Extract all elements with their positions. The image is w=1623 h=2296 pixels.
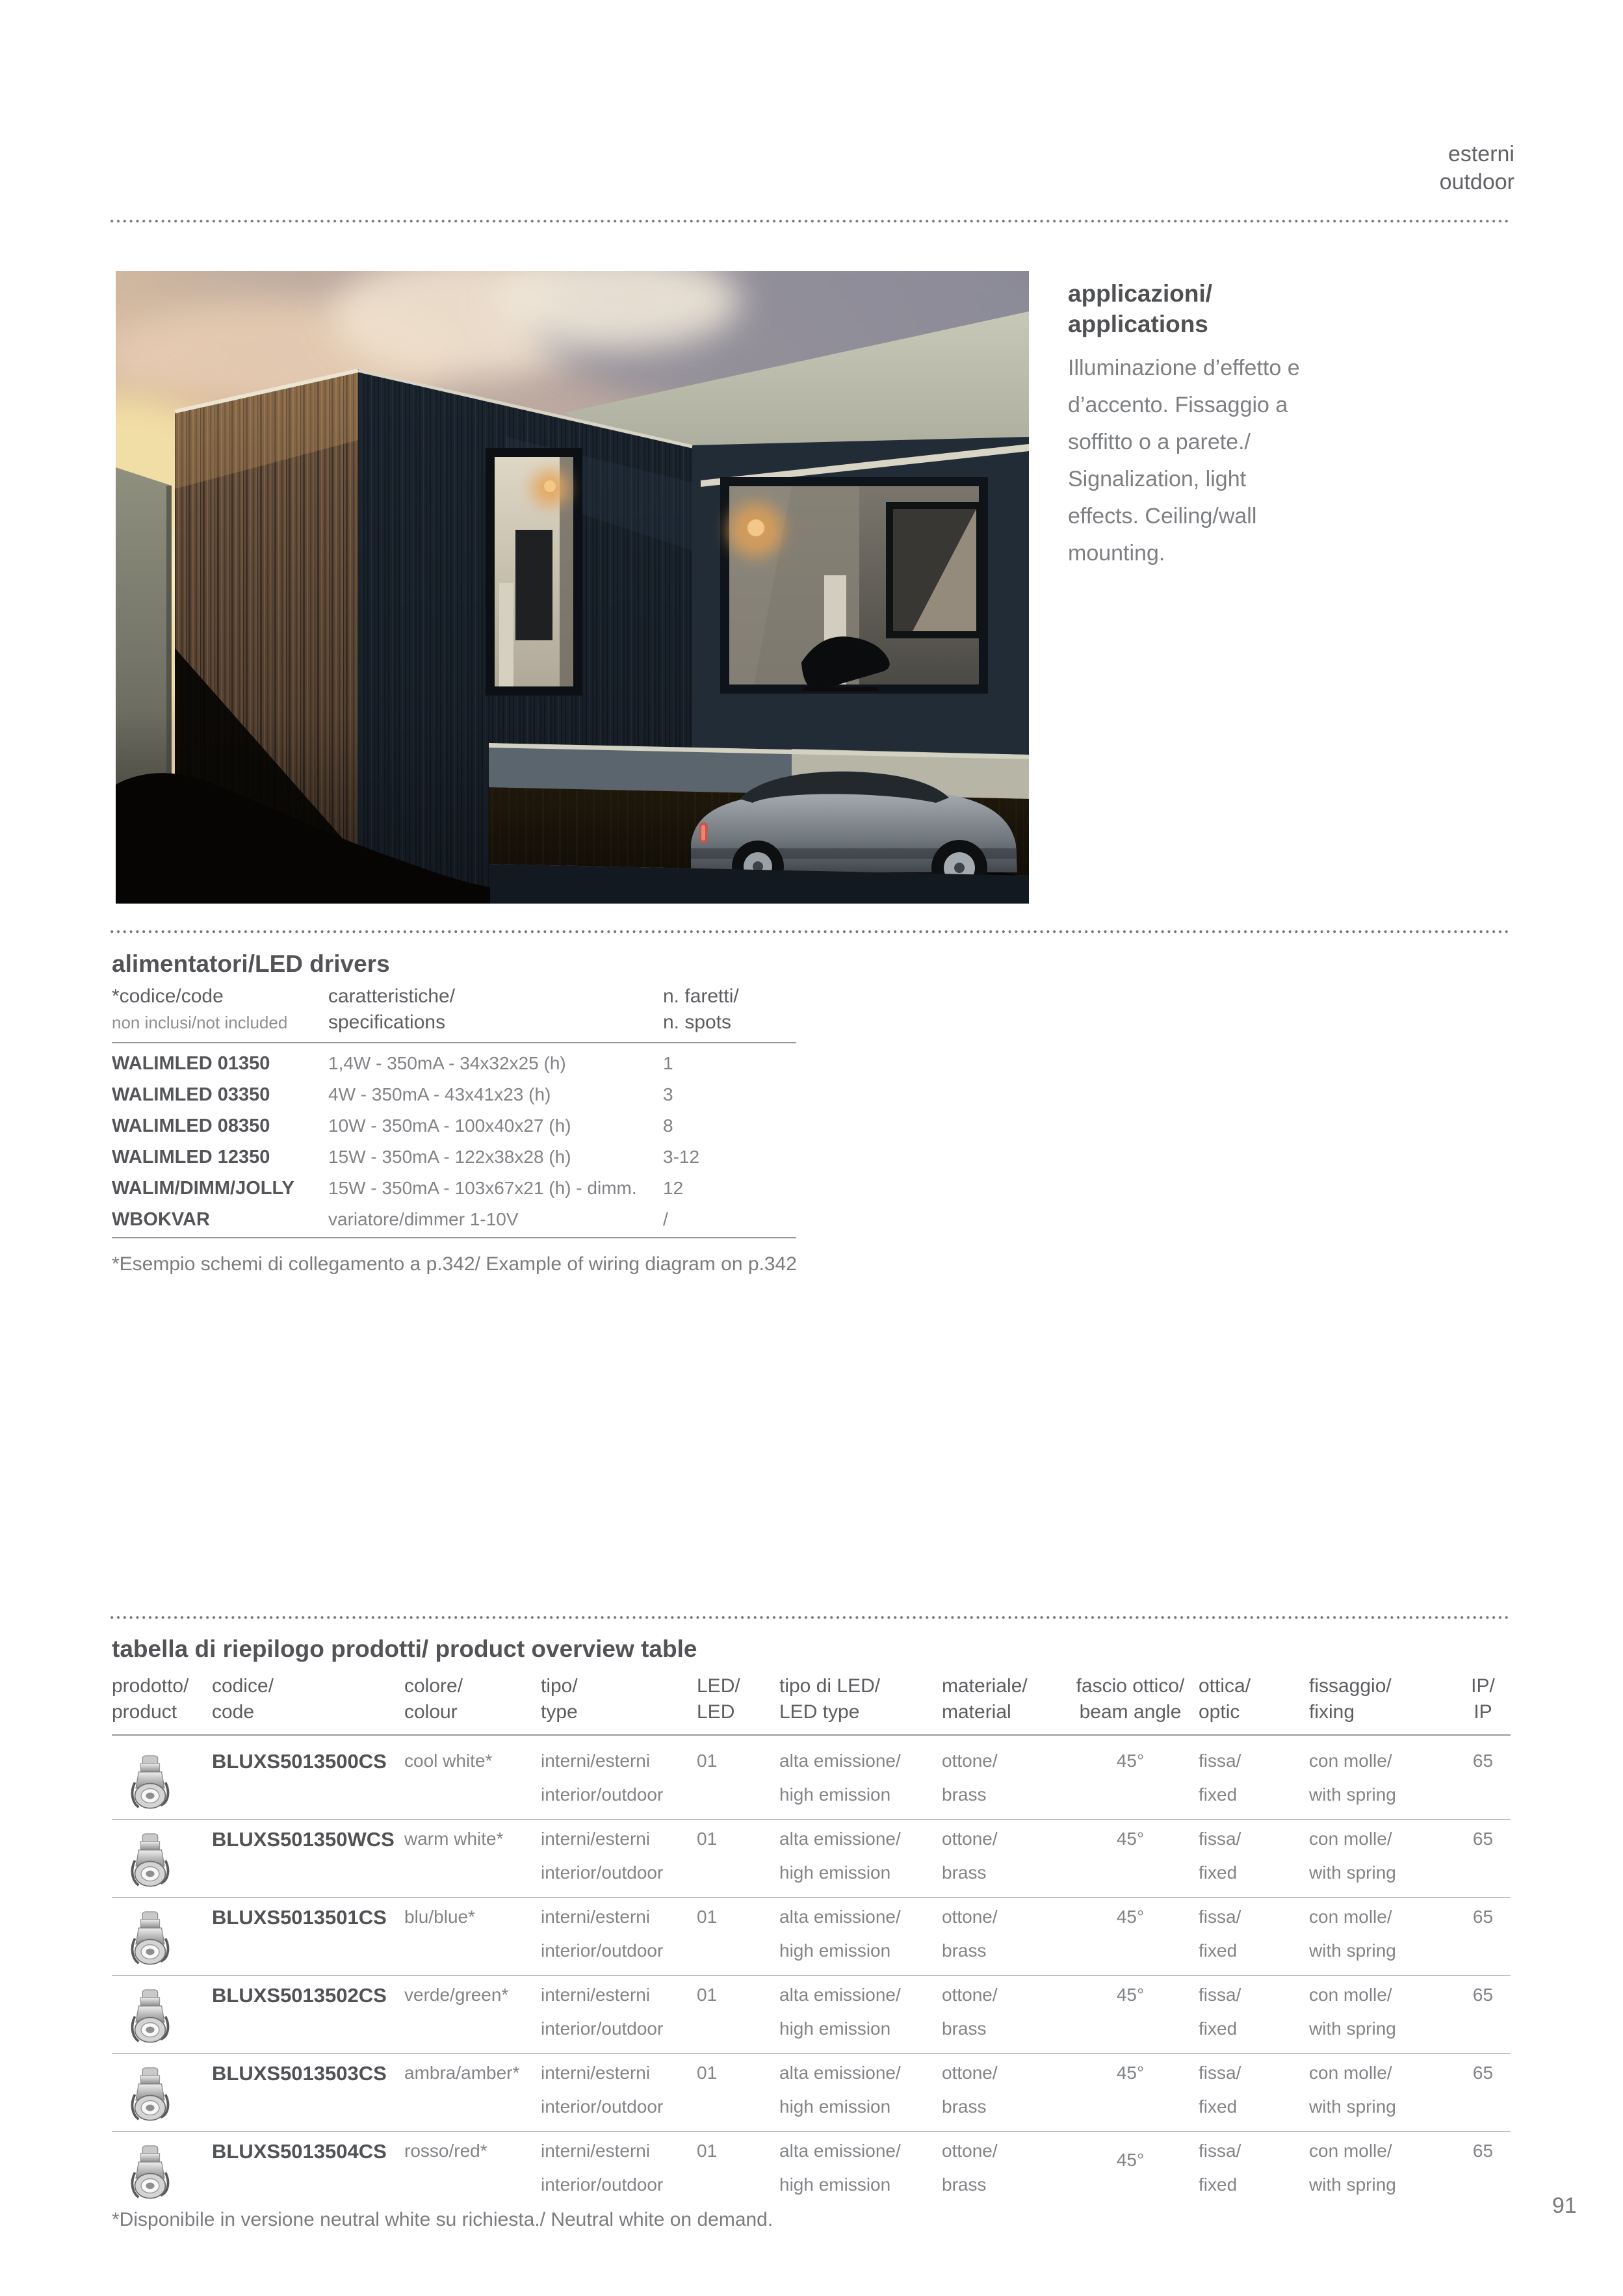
table-row: BLUXS5013501CS blu/blue* interni/esterni interior/outdoor 01 alta emissione/ high emission ottone/ brass 45° fissa/ fixed con molle/ with spring 65 [112, 1898, 1511, 1975]
page-number: 91 [1552, 2193, 1577, 2218]
spotlight-icon [129, 1754, 172, 1811]
table-row: BLUXS5013500CS cool white* interni/esterni interior/outdoor 01 alta emissione/ high emission ottone/ brass 45° fissa/ fixed con molle/ with spring 65 [112, 1742, 1511, 1819]
overview-col-ip: IP/ IP [1471, 1675, 1495, 1723]
table-row: BLUXS5013503CS ambra/amber* interni/esterni interior/outdoor 01 alta emissione/ high emission ottone/ brass 45° fissa/ fixed con molle/ with spring 65 [112, 2054, 1511, 2131]
product-ip: 65 [1472, 1985, 1494, 2005]
product-beam-angle: 45° [1116, 1907, 1145, 1927]
overview-title: tabella di riepilogo prodotti/ product overview table [112, 1636, 697, 1662]
overview-col-optic: ottica/ optic [1199, 1675, 1251, 1723]
overview-col-led: LED/ LED [697, 1675, 740, 1723]
small-window [486, 448, 582, 696]
drivers-col-spots: n. faretti/ n. spots [663, 985, 739, 1033]
product-thumbnail [112, 1898, 212, 1975]
table-row: BLUXS501350WCS warm white* interni/esterni interior/outdoor 01 alta emissione/ high emission ottone/ brass 45° fissa/ fixed con molle/ with spring 65 [112, 1820, 1511, 1897]
dotted-divider-bottom [110, 1616, 1509, 1619]
overview-col-fixing: fissaggio/ fixing [1309, 1675, 1392, 1723]
overview-col-code: codice/ code [212, 1675, 274, 1723]
overview-col-beam: fascio ottico/ beam angle [1076, 1675, 1185, 1723]
table-row: BLUXS5013504CS rosso/red* interni/esterni interior/outdoor 01 alta emissione/ high emission ottone/ brass 45° fissa/ fixed con molle/ with spring 65 [112, 2132, 1511, 2209]
product-code: BLUXS501350WCS [212, 1828, 395, 1851]
drivers-col-code: *codice/code non inclusi/not included [112, 985, 288, 1032]
table-row [112, 1141, 796, 1173]
product-ip: 65 [1472, 1751, 1494, 1771]
table-row [112, 1204, 796, 1235]
drivers-col-spec: caratteristiche/ specifications [328, 985, 456, 1033]
dotted-divider-top [110, 220, 1509, 223]
driver-spots: 1 [663, 1053, 673, 1073]
driver-code: WALIMLED 01350 [112, 1052, 270, 1074]
table-row [112, 1048, 796, 1079]
driver-spec: 15W - 350mA - 122x38x28 (h) [328, 1147, 571, 1167]
product-colour: warm white* [404, 1829, 504, 1849]
driver-code: WALIM/DIMM/JOLLY [112, 1177, 294, 1199]
overview-table-header [112, 1673, 1511, 1725]
driver-spots: 8 [663, 1115, 673, 1136]
section-label-en: outdoor [1439, 170, 1514, 194]
applications-body-line: Illuminazione d’effetto e [1068, 356, 1300, 380]
product-ip: 65 [1472, 1907, 1494, 1927]
overview-header-rule [112, 1734, 1511, 1736]
product-beam-angle: 45° [1116, 2150, 1145, 2170]
product-colour: verde/green* [404, 1985, 509, 2005]
overview-table-body [112, 1742, 1511, 2209]
section-label-it: esterni [1448, 142, 1514, 166]
spotlight-icon [129, 2066, 172, 2123]
product-ip: 65 [1472, 2063, 1494, 2083]
drivers-title: alimentatori/LED drivers [112, 950, 390, 977]
product-led: 01 [697, 2063, 718, 2083]
table-row [112, 1110, 796, 1141]
overview-col-product: prodotto/ product [112, 1675, 189, 1723]
product-beam-angle: 45° [1116, 1829, 1145, 1849]
driver-code: WALIMLED 12350 [112, 1146, 270, 1168]
product-beam-angle: 45° [1116, 2063, 1145, 2083]
applications-body-line: soffitto o a parete./ [1068, 430, 1251, 454]
driver-code: WALIMLED 03350 [112, 1084, 270, 1105]
driver-spec: 10W - 350mA - 100x40x27 (h) [328, 1115, 571, 1136]
section-label [1440, 140, 1514, 196]
overview-col-ledtype: tipo di LED/ LED type [779, 1675, 881, 1723]
product-code: BLUXS5013501CS [212, 1906, 387, 1929]
product-thumbnail [112, 2132, 212, 2209]
spotlight-icon [129, 1988, 172, 2045]
product-colour: cool white* [404, 1751, 493, 1771]
product-led: 01 [697, 1829, 718, 1849]
driver-spots: 3 [663, 1084, 673, 1104]
large-window [692, 437, 1029, 772]
driver-spec: 4W - 350mA - 43x41x23 (h) [328, 1084, 551, 1104]
driver-code: WALIMLED 08350 [112, 1115, 270, 1136]
product-led: 01 [697, 1751, 718, 1771]
product-code: BLUXS5013500CS [212, 1750, 387, 1773]
product-beam-angle: 45° [1116, 1751, 1145, 1771]
applications-title-it: applicazioni/ [1068, 280, 1213, 307]
driver-code: WBOKVAR [112, 1208, 210, 1230]
driver-spots: 12 [663, 1178, 684, 1198]
table-row [112, 1079, 796, 1110]
table-row: BLUXS5013502CS verde/green* interni/esterni interior/outdoor 01 alta emissione/ high emission ottone/ brass 45° fissa/ fixed con molle/ with spring 65 [112, 1976, 1511, 2053]
driver-spec: 1,4W - 350mA - 34x32x25 (h) [328, 1053, 566, 1073]
applications-body-line: effects. Ceiling/wall [1068, 504, 1257, 528]
driver-spots: 3-12 [663, 1147, 700, 1167]
driver-spec: 15W - 350mA - 103x67x21 (h) - dimm. [328, 1178, 637, 1198]
product-thumbnail [112, 2054, 212, 2131]
spotlight-icon [129, 1910, 172, 1967]
dotted-divider-middle [110, 930, 1509, 933]
product-thumbnail [112, 1742, 212, 1819]
driver-spec: variatore/dimmer 1-10V [328, 1209, 519, 1229]
overview-col-material: materiale/ material [942, 1675, 1028, 1723]
drivers-footnote: *Esempio schemi di collegamento a p.342/ Example of wiring diagram on p.342 [112, 1253, 797, 1275]
spotlight-icon [129, 2144, 172, 2201]
product-code: BLUXS5013504CS [212, 2140, 387, 2163]
product-colour: blu/blue* [404, 1907, 475, 1927]
drivers-bottom-rule [112, 1237, 796, 1238]
drivers-header-rule [112, 1042, 796, 1043]
driver-spots: / [663, 1209, 668, 1229]
house-render-photo [116, 271, 1029, 904]
product-led: 01 [697, 1907, 718, 1927]
product-colour: ambra/amber* [404, 2063, 520, 2083]
overview-footnote: *Disponibile in versione neutral white su richiesta./ Neutral white on demand. [112, 2209, 773, 2230]
product-colour: rosso/red* [404, 2141, 487, 2161]
applications-body-line: Signalization, light [1068, 467, 1247, 491]
applications-section [1068, 278, 1523, 572]
product-thumbnail [112, 1976, 212, 2053]
spotlight-icon [129, 1832, 172, 1889]
applications-body-line: d’accento. Fissaggio a [1068, 393, 1288, 417]
overview-col-type: tipo/ type [541, 1675, 578, 1723]
product-led: 01 [697, 1985, 718, 2005]
applications-title-en: applications [1068, 311, 1208, 337]
overview-col-colour: colore/ colour [404, 1675, 463, 1723]
table-row [112, 1173, 796, 1204]
applications-body-line: mounting. [1068, 541, 1165, 566]
product-beam-angle: 45° [1116, 1985, 1145, 2005]
product-thumbnail [112, 1820, 212, 1897]
product-led: 01 [697, 2141, 718, 2161]
product-code: BLUXS5013503CS [212, 2062, 387, 2085]
product-ip: 65 [1472, 1829, 1494, 1849]
product-code: BLUXS5013502CS [212, 1984, 387, 2007]
drivers-table-header [112, 984, 796, 1036]
product-ip: 65 [1472, 2141, 1494, 2161]
drivers-table-body [112, 1048, 796, 1235]
